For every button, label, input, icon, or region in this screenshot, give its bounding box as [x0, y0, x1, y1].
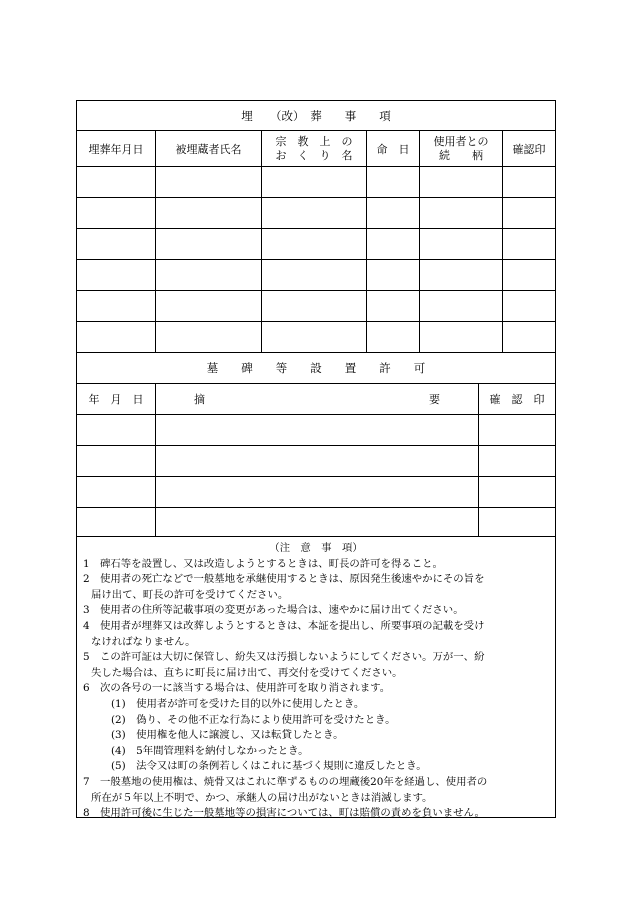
burial-cell[interactable] — [503, 167, 555, 197]
burial-row — [77, 260, 555, 291]
monument-cell[interactable] — [77, 415, 156, 445]
header-summary-left: 摘 — [194, 393, 205, 406]
burial-cell[interactable] — [367, 198, 420, 228]
header-permit-confirm-seal: 確 認 印 — [489, 393, 545, 406]
burial-cell[interactable] — [262, 291, 367, 321]
burial-cell[interactable] — [420, 291, 503, 321]
burial-cell[interactable] — [262, 167, 367, 197]
note-sub-number: (1) — [111, 697, 126, 710]
header-confirm-seal: 確認印 — [512, 142, 546, 156]
burial-cell[interactable] — [367, 229, 420, 259]
note-sub-text: 偽り、その他不正な行為により使用許可を受けたとき。 — [136, 713, 396, 726]
note-number: 8 — [83, 807, 90, 820]
monument-cell[interactable] — [77, 446, 156, 476]
notes-title: （注 意 事 項） — [269, 542, 363, 554]
note-text: 使用者が埋葬又は改葬しようとするときは、本証を提出し、所要事項の記載を受け — [100, 619, 485, 632]
note-continuation: なければなりません。 — [91, 635, 196, 648]
burial-row — [77, 322, 555, 353]
header-death-date: 命 日 — [367, 131, 420, 166]
burial-header-row — [77, 131, 555, 167]
burial-cell[interactable] — [262, 198, 367, 228]
notes-section — [77, 537, 555, 820]
note-text: この許可証は大切に保管し、紛失又は汚損しないようにしてください。万が一、紛 — [100, 651, 485, 664]
note-sub-text: 法令又は町の条例若しくはこれに基づく規則に違反したとき。 — [136, 760, 427, 773]
burial-cell[interactable] — [420, 260, 503, 290]
header-religious-name-line2: お く り 名 — [275, 148, 353, 162]
burial-cell[interactable] — [503, 229, 555, 259]
monument-row — [77, 446, 555, 477]
header-burial-date: 埋葬年月日 — [77, 131, 156, 166]
note-sub-number: (5) — [111, 760, 126, 773]
note-sub-item — [83, 728, 549, 744]
note-item — [83, 775, 549, 806]
note-text: 一般墓地の使用権は、焼骨又はこれに準ずるものの埋蔵後20年を経過し、使用者の — [100, 775, 488, 788]
header-relationship-line2: 続 柄 — [439, 148, 483, 162]
note-sub-number: (3) — [111, 729, 126, 742]
monument-section-title: 墓 碑 等 設 置 許 可 — [206, 361, 426, 375]
burial-cell[interactable] — [420, 167, 503, 197]
note-item — [83, 603, 549, 619]
note-sub-text: 使用者が許可を受けた目的以外に使用したとき。 — [136, 697, 365, 710]
burial-section-title: 埋 （改） 葬 事 項 — [241, 108, 391, 123]
note-text: 使用許可後に生じた一般墓地等の損害については、町は賠償の責めを負いません。 — [100, 807, 485, 820]
burial-cell[interactable] — [503, 260, 555, 290]
note-item — [83, 650, 549, 681]
burial-row — [77, 167, 555, 198]
monument-row — [77, 415, 555, 446]
note-text: 次の各号の一に該当する場合は、使用許可を取り消されます。 — [100, 682, 391, 695]
burial-cell[interactable] — [420, 322, 503, 352]
header-religious-name — [262, 131, 367, 166]
note-item — [83, 681, 549, 697]
note-continuation: 所在が５年以上不明で、かつ、承継人の届け出がないときは消滅します。 — [91, 791, 433, 804]
monument-cell[interactable] — [77, 508, 156, 536]
burial-row — [77, 198, 555, 229]
burial-cell[interactable] — [77, 291, 156, 321]
header-relationship — [420, 131, 503, 166]
burial-cell[interactable] — [156, 167, 262, 197]
note-number: 1 — [83, 557, 90, 570]
burial-cell[interactable] — [262, 229, 367, 259]
note-number: 3 — [83, 604, 90, 617]
note-continuation: 失した場合は、直ちに町長に届け出て、再交付を受けてください。 — [91, 666, 403, 679]
burial-cell[interactable] — [367, 167, 420, 197]
note-number: 5 — [83, 651, 90, 664]
permit-form — [76, 100, 556, 818]
burial-cell[interactable] — [156, 260, 262, 290]
monument-cell[interactable] — [479, 446, 555, 476]
monument-cell[interactable] — [479, 415, 555, 445]
header-relationship-line1: 使用者との — [433, 134, 489, 148]
burial-cell[interactable] — [262, 322, 367, 352]
note-number: 6 — [83, 682, 90, 695]
note-number: 2 — [83, 573, 90, 586]
monument-section-title-row — [77, 353, 555, 384]
note-sub-item — [83, 744, 549, 760]
burial-cell[interactable] — [156, 229, 262, 259]
note-text: 使用者の住所等記載事項の変更があった場合は、速やかに届け出てください。 — [100, 604, 464, 617]
header-summary — [156, 384, 479, 414]
monument-cell[interactable] — [156, 446, 479, 476]
header-religious-name-line1: 宗 教 上 の — [275, 134, 353, 148]
monument-cell[interactable] — [156, 415, 479, 445]
monument-header-row — [77, 384, 555, 415]
note-text: 使用者の死亡などで一般墓地を承継使用するときは、原因発生後速やかにその旨を — [100, 573, 485, 586]
burial-cell[interactable] — [77, 167, 156, 197]
burial-cell[interactable] — [156, 291, 262, 321]
burial-cell[interactable] — [156, 198, 262, 228]
note-number: 4 — [83, 619, 90, 632]
burial-cell[interactable] — [367, 322, 420, 352]
monument-row — [77, 508, 555, 537]
burial-cell[interactable] — [367, 291, 420, 321]
note-sub-number: (4) — [111, 744, 126, 757]
burial-cell[interactable] — [420, 229, 503, 259]
burial-cell[interactable] — [503, 198, 555, 228]
burial-cell[interactable] — [77, 322, 156, 352]
note-sub-number: (2) — [111, 713, 126, 726]
note-item — [83, 572, 549, 603]
burial-cell[interactable] — [367, 260, 420, 290]
note-item — [83, 557, 549, 573]
burial-cell[interactable] — [503, 322, 555, 352]
header-summary-right: 要 — [429, 393, 440, 406]
monument-row — [77, 477, 555, 508]
burial-cell[interactable] — [77, 260, 156, 290]
burial-cell[interactable] — [77, 198, 156, 228]
note-sub-text: 使用権を他人に譲渡し、又は転貸したとき。 — [136, 729, 344, 742]
note-sub-item — [83, 759, 549, 775]
note-item — [83, 619, 549, 650]
note-number: 7 — [83, 775, 90, 788]
burial-cell[interactable] — [262, 260, 367, 290]
burial-cell[interactable] — [156, 322, 262, 352]
note-sub-item — [83, 697, 549, 713]
note-item — [83, 806, 549, 822]
header-deceased-name: 被埋蔵者氏名 — [156, 131, 262, 166]
burial-row — [77, 229, 555, 260]
note-sub-item — [83, 713, 549, 729]
burial-row — [77, 291, 555, 322]
burial-cell[interactable] — [420, 198, 503, 228]
monument-cell[interactable] — [479, 477, 555, 507]
note-sub-text: 5年間管理料を納付しなかったとき。 — [136, 744, 309, 757]
monument-cell[interactable] — [156, 477, 479, 507]
header-permit-date: 年 月 日 — [77, 384, 156, 414]
monument-cell[interactable] — [156, 508, 479, 536]
note-text: 碑石等を設置し、又は改造しようとするときは、町長の許可を得ること。 — [100, 557, 443, 570]
burial-section-title-row — [77, 101, 555, 131]
burial-cell[interactable] — [77, 229, 156, 259]
burial-cell[interactable] — [503, 291, 555, 321]
monument-cell[interactable] — [479, 508, 555, 536]
note-continuation: 届け出て、町長の許可を受けてください。 — [91, 588, 289, 601]
monument-cell[interactable] — [77, 477, 156, 507]
